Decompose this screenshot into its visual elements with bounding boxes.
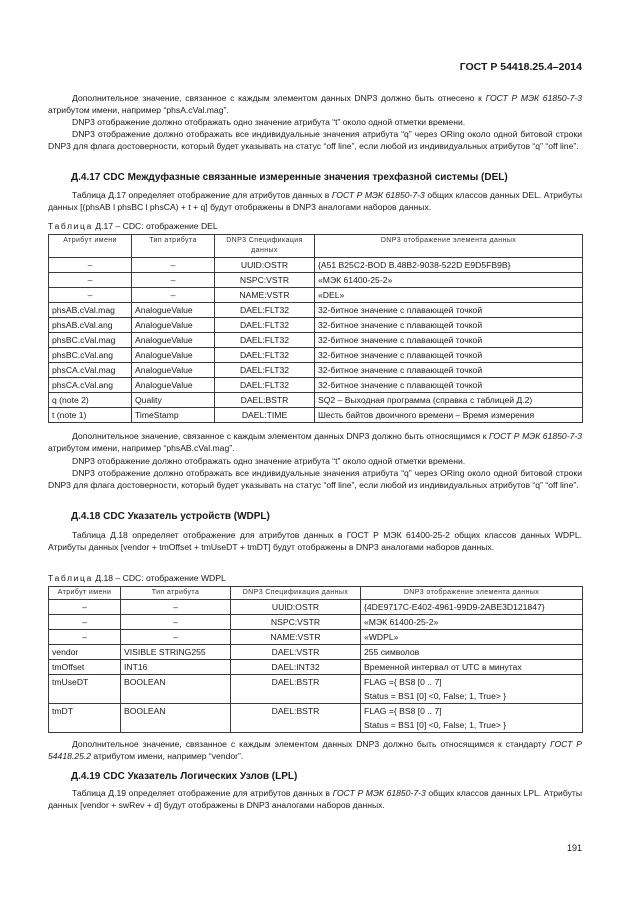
paragraph: Дополнительное значение, связанное с каждым элементом данных DNP3 должно быть относящимся к стандарту ГОСТ Р 54418.25.2 атрибутом имени, например “vendor”. xyxy=(48,739,582,762)
table-d17 xyxy=(48,234,583,423)
paragraph: DNP3 отображение должно отображать все индивидуальные значения атрибута “q” через ORing около одной битовой строки DNP3 для флага достоверности, который будет указывать на статус “off line”, если любой из индивидуальных атрибутов “q” “off line”. xyxy=(48,468,582,491)
paragraph: DNP3 отображение должно отображать одно значение атрибута “t” около одной отметки времени. xyxy=(72,456,466,466)
table-caption: Таблица Д.17 – CDC: отображение DEL xyxy=(48,221,218,231)
table-row: – – NSPC:VSTR «МЭК 61400-25-2» xyxy=(49,273,583,288)
column-header: DNP3 Спецификация данных xyxy=(215,235,315,258)
table-row: phsCA.cVal.mag AnalogueValue DAEL:FLT32 32-битное значение с плавающей точкой xyxy=(49,363,583,378)
column-header: Атрибут имени xyxy=(49,235,132,258)
section-heading: Д.4.18 CDC Указатель устройств (WDPL) xyxy=(71,511,270,522)
table-row: tmOffset INT16 DAEL:INT32 Временной интервал от UTC в минутах xyxy=(49,660,583,675)
table-row: – – NSPC:VSTR «МЭК 61400-25-2» xyxy=(49,615,583,630)
paragraph: Дополнительное значение, связанное с каждым элементом данных DNP3 должно быть относящимся к ГОСТ Р МЭК 61850-7-3 атрибутом имени, например “phsAB.cVal.mag”. xyxy=(48,431,582,454)
column-header: DNP3 отображение элемента данных xyxy=(315,235,583,258)
column-header: Тип атрибута xyxy=(121,587,231,600)
section-heading: Д.4.19 CDC Указатель Логических Узлов (LPL) xyxy=(71,771,298,782)
section-heading: Д.4.17 CDC Междуфазные связанные измеренные значения трехфазной системы (DEL) xyxy=(71,172,508,183)
table-row: tmDT BOOLEAN DAEL:BSTR FLAG ={ BS8 [0 .. 7] Status = BS1 [0] <0, False; 1, True> } xyxy=(49,704,583,733)
table-row: t (note 1) TimeStamp DAEL:TIME Шесть байтов двоичного времени – Время измерения xyxy=(49,408,583,423)
table-row: phsBC.cVal.ang AnalogueValue DAEL:FLT32 32-битное значение с плавающей точкой xyxy=(49,348,583,363)
paragraph: DNP3 отображение должно отображать одно значение атрибута “t” около одной отметки времени. xyxy=(72,117,466,127)
table-row: – – NAME:VSTR «WDPL» xyxy=(49,630,583,645)
paragraph: Таблица Д.17 определяет отображение для атрибутов данных в ГОСТ Р МЭК 61850-7-3 общих классов данных DEL. Атрибуты данных [(phsAB l phsBC l phsCA) + t + q] будут отображены в DNP3 аналогами наборов данных. xyxy=(48,190,583,213)
table-row: vendor VISIBLE STRING255 DAEL:VSTR 255 символов xyxy=(49,645,583,660)
paragraph: Таблица Д.18 определяет отображение для атрибутов данных в ГОСТ Р МЭК 61400-25-2 общих классов данных WDPL. Атрибуты данных [vendor + tmOffset + tmUseDT + tmDT] будут отображены в DNP3 аналогами наборов данных. xyxy=(48,530,582,553)
table-row: q (note 2) Quality DAEL:BSTR SQ2 – Выходная программа (справка с таблицей Д.2) xyxy=(49,393,583,408)
paragraph: Таблица Д.19 определяет отображение для атрибутов данных в ГОСТ Р МЭК 61850-7-3 общих классов данных LPL. Атрибуты данных [vendor + swRev + d] будут отображены в DNP3 аналогами наборов данных. xyxy=(48,788,582,811)
page-number: 191 xyxy=(566,843,582,853)
table-header-row xyxy=(49,235,583,258)
table-row: phsAB.cVal.ang AnalogueValue DAEL:FLT32 32-битное значение с плавающей точкой xyxy=(49,318,583,333)
page-header: ГОСТ Р 54418.25.4–2014 xyxy=(459,61,582,73)
table-header-row xyxy=(49,587,583,600)
table-row: – – UUID:OSTR {A51 B25C2-BOD B.48B2-9038-522D E9D5FB9B} xyxy=(49,258,583,273)
table-row: – – UUID:OSTR {4DE9717C-E402-4961-99D9-2ABE3D121847} xyxy=(49,600,583,615)
column-header: Атрибут имени xyxy=(49,587,121,600)
table-row: phsCA.cVal.ang AnalogueValue DAEL:FLT32 32-битное значение с плавающей точкой xyxy=(49,378,583,393)
table-row: tmUseDT BOOLEAN DAEL:BSTR FLAG ={ BS8 [0 .. 7] Status = BS1 [0] <0, False; 1, True> } xyxy=(49,675,583,704)
table-row: – – NAME:VSTR «DEL» xyxy=(49,288,583,303)
table-row: phsBC.cVal.mag AnalogueValue DAEL:FLT32 32-битное значение с плавающей точкой xyxy=(49,333,583,348)
paragraph: DNP3 отображение должно отображать все индивидуальные значения атрибута “q” через ORing около одной битовой строки DNP3 для флага достоверности, который будет указывать на статус “off line”, если любой из индивидуальных атрибутов “q” “off line”. xyxy=(48,129,582,152)
table-caption: Таблица Д.18 – CDC: отображение WDPL xyxy=(48,573,226,583)
column-header: DNP3 отображение элемента данных xyxy=(361,587,583,600)
paragraph: Дополнительное значение, связанное с каждым элементом данных DNP3 должно быть отнесено к ГОСТ Р МЭК 61850-7-3 атрибутом имени, например “phsA.cVal.mag”. xyxy=(48,93,582,116)
table-row: phsAB.cVal.mag AnalogueValue DAEL:FLT32 32-битное значение с плавающей точкой xyxy=(49,303,583,318)
column-header: Тип атрибута xyxy=(132,235,215,258)
column-header: DNP3 Спецификация данных xyxy=(231,587,361,600)
table-d18 xyxy=(48,586,583,733)
